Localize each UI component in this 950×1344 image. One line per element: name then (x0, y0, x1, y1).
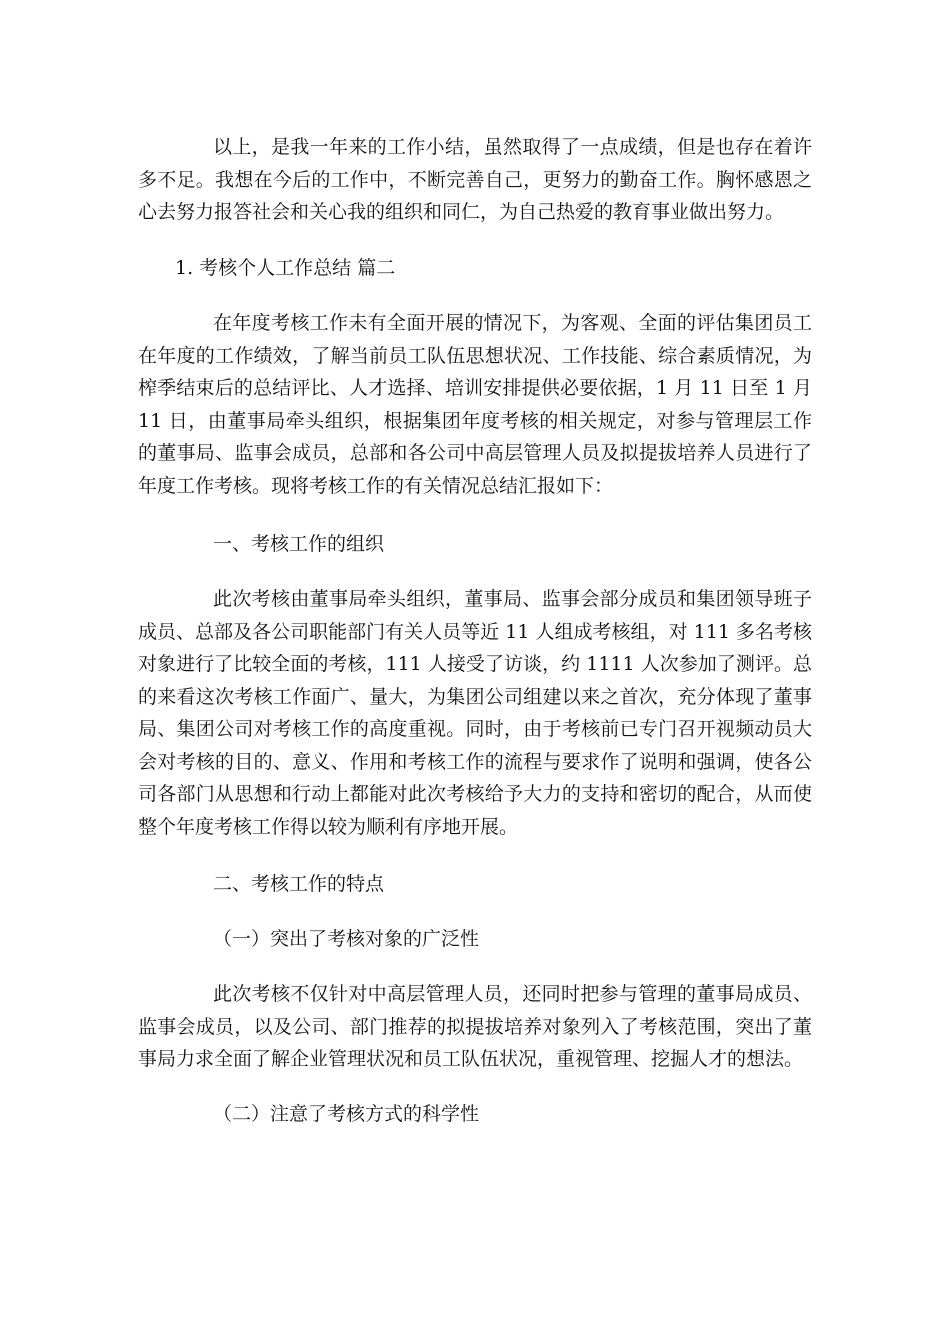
heading-organization: 一、考核工作的组织 (213, 533, 385, 555)
paragraph-conclusion: 以上，是我一年来的工作小结，虽然取得了一点成绩，但是也存在着许多不足。我想在今后的工作中，不断完善自己，更努力的勤奋工作。胸怀感恩之心去努力报答社会和关心我的组织和同仁，为自己热爱的教育事业做出努力。 (138, 136, 812, 223)
paragraph-intro: 在年度考核工作未有全面开展的情况下，为客观、全面的评估集团员工在年度的工作绩效，了解当前员工队伍思想状况、工作技能、综合素质情况，为榨季结束后的总结评比、人才选择、培训安排提供必要依据，1 月 11 日至 1 月 11 日，由董事局牵头组织，根据集团年度考核的相关规定，对参与管理层工作的董事局、监事会成员，总部和各公司中高层管理人员及拟提拔培养人员进行了年度工作考核。现将考核工作的有关情况总结汇报如下： (138, 312, 812, 497)
section-title: 1. 考核个人工作总结 篇二 (175, 257, 396, 279)
paragraph-organization: 此次考核由董事局牵头组织，董事局、监事会部分成员和集团领导班子成员、总部及各公司职能部门有关人员等近 11 人组成考核组，对 111 多名考核对象进行了比较全面的考核，111 人接受了访谈，约 1111 人次参加了测评。总的来看这次考核工作面广、量大，为集团公司组建以来之首次，充分体现了董事局、集团公司对考核工作的高度重视。同时，由于考核前已专门召开视频动员大会对考核的目的、意义、作用和考核工作的流程与要求作了说明和强调，使各公司各部门从思想和行动上都能对此次考核给予大力的支持和密切的配合，从而使整个年度考核工作得以较为顺利有序地开展。 (138, 588, 812, 838)
paragraph-scope: 此次考核不仅针对中高层管理人员，还同时把参与管理的董事局成员、监事会成员，以及公司、部门推荐的拟提拔培养对象列入了考核范围，突出了董事局力求全面了解企业管理状况和员工队伍状况，重视管理、挖掘人才的想法。 (138, 983, 812, 1070)
subheading-method: （二）注意了考核方式的科学性 (213, 1103, 480, 1125)
subheading-scope: （一）突出了考核对象的广泛性 (213, 928, 480, 950)
heading-features: 二、考核工作的特点 (213, 873, 385, 895)
